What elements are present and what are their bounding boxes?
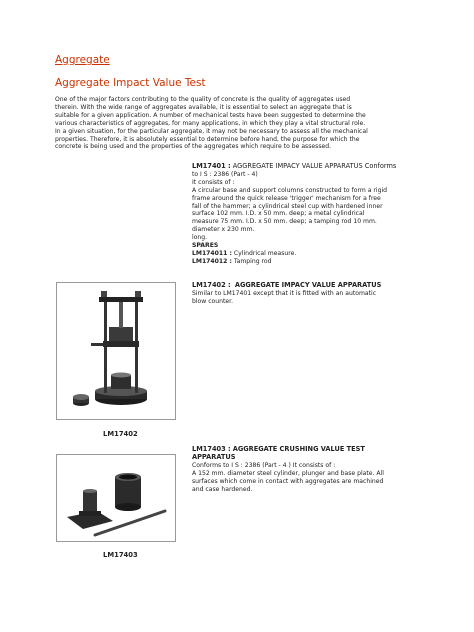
intro-line: therein. With the wide range of aggregates available, it is essential to select an aggregate that is <box>55 103 352 111</box>
spare-item <box>192 250 442 258</box>
product-body-line: It consists of : <box>192 178 235 186</box>
product-code: LM17401 : <box>192 162 231 170</box>
spare-code: LM174012 : <box>192 257 232 265</box>
product-body-line: measure 75 mm. I.D. x 50 mm. deep; a tamping rod 10 mm. <box>192 218 377 226</box>
product-caption: LM17403 <box>103 551 138 559</box>
product-body-line: and case hardened. <box>192 485 253 493</box>
product-body-line: surfaces which come in contact with aggregates are machined <box>192 477 384 485</box>
intro-line: suitable for a given application. A number of mechanical tests have been suggested to determine the <box>55 111 366 119</box>
product-title: AGGREGATE IMPACY VALUE APPARATUS Conforms <box>232 162 397 170</box>
product-body-line: Similar to LM17401 except that it is fitted with an automatic <box>192 289 377 297</box>
spare-item <box>192 258 442 266</box>
product-code: LM17402 : <box>192 281 231 289</box>
product-body-line: surface 102 mm. I.D. x 50 mm. deep; a metal cylindrical <box>192 210 365 218</box>
intro-line: concrete is being used and the properties of the aggregates which require to be assessed. <box>55 143 332 151</box>
product-code: LM17403 : <box>192 445 231 453</box>
crushing-apparatus-illustration <box>57 455 175 541</box>
spare-text: Tamping rod <box>233 257 272 265</box>
product-lm17403 <box>192 446 442 493</box>
product-body-line: fall of the hammer; a cylindrical steel cup with hardened inner <box>192 202 383 210</box>
product-title: AGGREGATE IMPACY VALUE APPARATUS <box>234 281 382 289</box>
product-body-line: frame around the quick release 'trigger' mechanism for a free <box>192 194 381 202</box>
product-lm17402 <box>192 282 442 306</box>
product-heading <box>192 163 442 171</box>
impact-apparatus-illustration <box>57 283 175 419</box>
spare-text: Cylindrical measure. <box>233 249 297 257</box>
product-body-line: A 152 mm. diameter steel cylinder, plunger and base plate. All <box>192 469 384 477</box>
intro-line: properties. Therefore, it is absolutely essential to determine before hand, the purpose for which the <box>55 135 360 143</box>
intro-line: In a given situation, for the particular aggregate, it may not be necessary to assess all the mechanical <box>55 127 368 135</box>
product-lm17401 <box>192 163 442 266</box>
product-body-line: blow counter. <box>192 297 234 305</box>
product-body-line: A circular base and support columns constructed to form a rigid <box>192 186 388 194</box>
product-heading <box>192 282 442 290</box>
product-title-cont: APPARATUS <box>192 452 236 461</box>
product-body-line: long. <box>192 234 208 242</box>
intro-line: One of the major factors contributing to the quality of concrete is the quality of aggregates used <box>55 96 351 103</box>
product-title-cont: to I S : 2386 (Part - 4) <box>192 170 258 178</box>
product-caption: LM17402 <box>103 430 138 438</box>
spares-label: SPARES <box>192 242 219 250</box>
product-body-line: Conforms to I S : 2386 (Part - 4 ) It consists of : <box>192 461 336 469</box>
spare-code: LM174011 : <box>192 249 232 257</box>
product-body-line: diameter x 230 mm. <box>192 226 255 234</box>
product-photo-lm17403 <box>56 454 176 542</box>
product-photo-lm17402 <box>56 282 176 420</box>
section-title: Aggregate Impact Value Test <box>55 77 206 89</box>
intro-line: various characteristics of aggregates, for many applications, in which they play a vital structural role. <box>55 119 366 127</box>
intro-paragraph <box>55 96 435 151</box>
product-title: AGGREGATE CRUSHING VALUE TEST <box>232 445 365 453</box>
page-title: Aggregate <box>55 54 110 66</box>
